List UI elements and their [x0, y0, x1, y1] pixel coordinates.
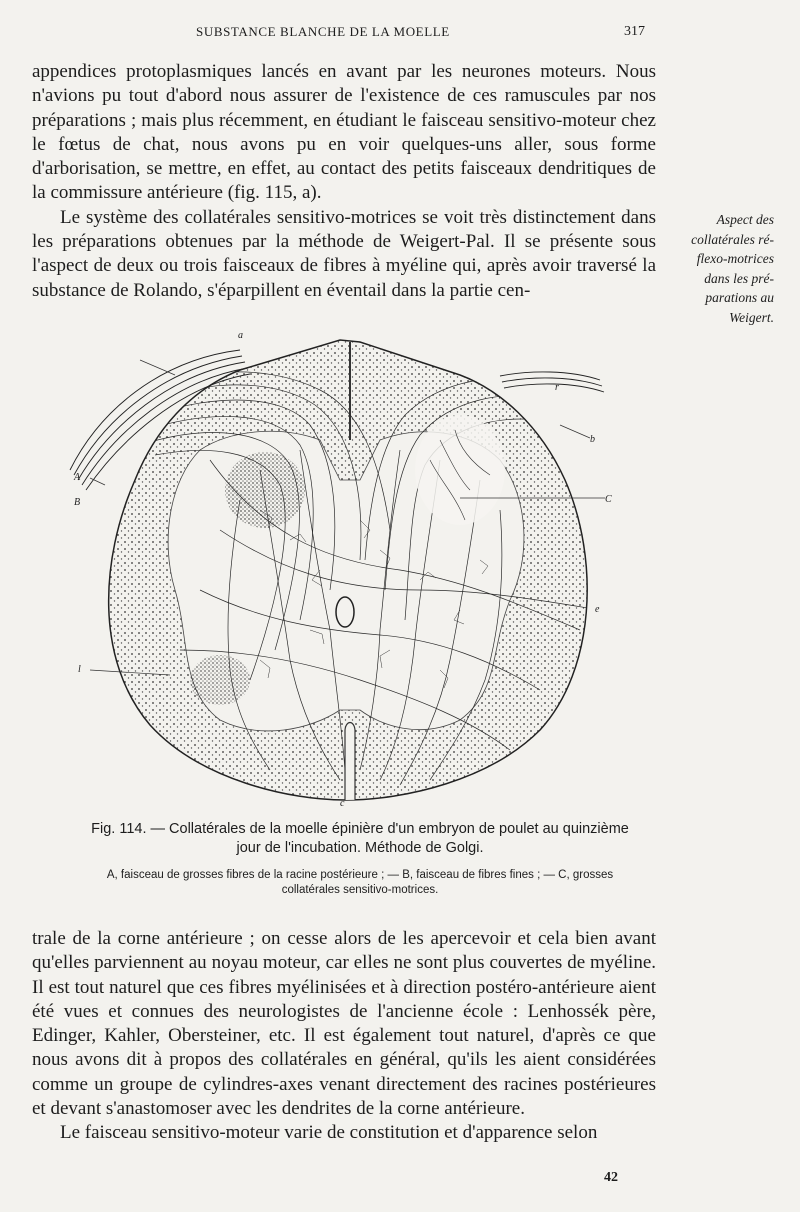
label-l: l: [78, 664, 81, 675]
paragraph: Le faisceau sensitivo-moteur varie de constitution et d'apparence selon: [60, 1122, 598, 1144]
margin-note: [670, 210, 774, 327]
label-A: A: [74, 472, 81, 483]
figure-legend: A, faisceau de grosses fibres de la racine postérieure ; — B, faisceau de fibres fines ; — C, grosses collatérales sensitivo-motrices.: [106, 869, 614, 896]
paragraph: Le système des collatérales sensitivo-motrices se voit très distinctement dans les préparations obtenues par la méthode de Weigert-Pal. Il se présente sous l'aspect de deux ou trois faisceaux de fibres à myéline qui, après avoir traversé la substance de Rolando, s'éparpillent en éventail dans la partie cen-: [32, 206, 656, 301]
running-title: SUBSTANCE BLANCHE DE LA MOELLE: [196, 24, 450, 39]
text-block-bottom: [32, 927, 656, 1146]
label-b: b: [590, 434, 595, 445]
margin-note-line: Weigert.: [729, 309, 774, 325]
paragraph: appendices protoplasmiques lancés en avant par les neurones moteurs. Nous n'avions pu tout d'abord nous assurer de l'existence de ces ramuscules par nos préparations ; mais plus récemment, en étudiant le faisceau sensitivo-moteur chez le fœtus de chat, nous avons pu en voir quelques-uns aller, sous forme d'arborisation, se mettre, en effet, au contact des petits faisceaux dendritiques de la commissure antérieure (fig. 115, a).: [32, 61, 656, 204]
paragraph: trale de la corne antérieure ; on cesse alors de les apercevoir et cela bien avant qu'elles parviennent au noyau moteur, car elles ne sont plus couvertes de myéline. Il est tout naturel que ces fibres myélinisées et à direction postéro-antérieure aient été vues et connues des neurologistes de l'ancienne école : Lenhossék père, Edinger, Kahler, Obersteiner, etc. Il est également tout naturel, d'après ce que nous avons dit à propos des collatérales en général, qu'ils les aient considérées comme un groupe de cylindres-axes venant directement des racines postérieures et devant s'anastomoser avec les dendrites de la corne antérieure.: [32, 928, 656, 1120]
label-c: c: [340, 798, 345, 808]
margin-note-line: flexo-motrices: [696, 251, 774, 266]
margin-note-line: dans les pré-: [704, 270, 774, 286]
margin-note-line: collatérales ré-: [691, 231, 774, 247]
label-B: B: [74, 497, 81, 508]
label-C: C: [605, 494, 612, 505]
label-e: e: [595, 604, 600, 615]
label-a: a: [238, 330, 243, 341]
spinal-cord-illustration: [60, 330, 620, 808]
text-block-top: [32, 60, 656, 303]
margin-note-line: parations au: [705, 290, 774, 305]
spinal-cord-figure: [60, 330, 620, 808]
figure-caption: Fig. 114. — Collatérales de la moelle épinière d'un embryon de poulet au quinzième jour de l'incubation. Méthode de Golgi.: [91, 821, 629, 856]
label-r: r: [555, 382, 559, 393]
page-number: 317: [624, 24, 645, 39]
margin-note-line: Aspect des: [716, 212, 774, 227]
signature-mark: 42: [604, 1170, 618, 1185]
